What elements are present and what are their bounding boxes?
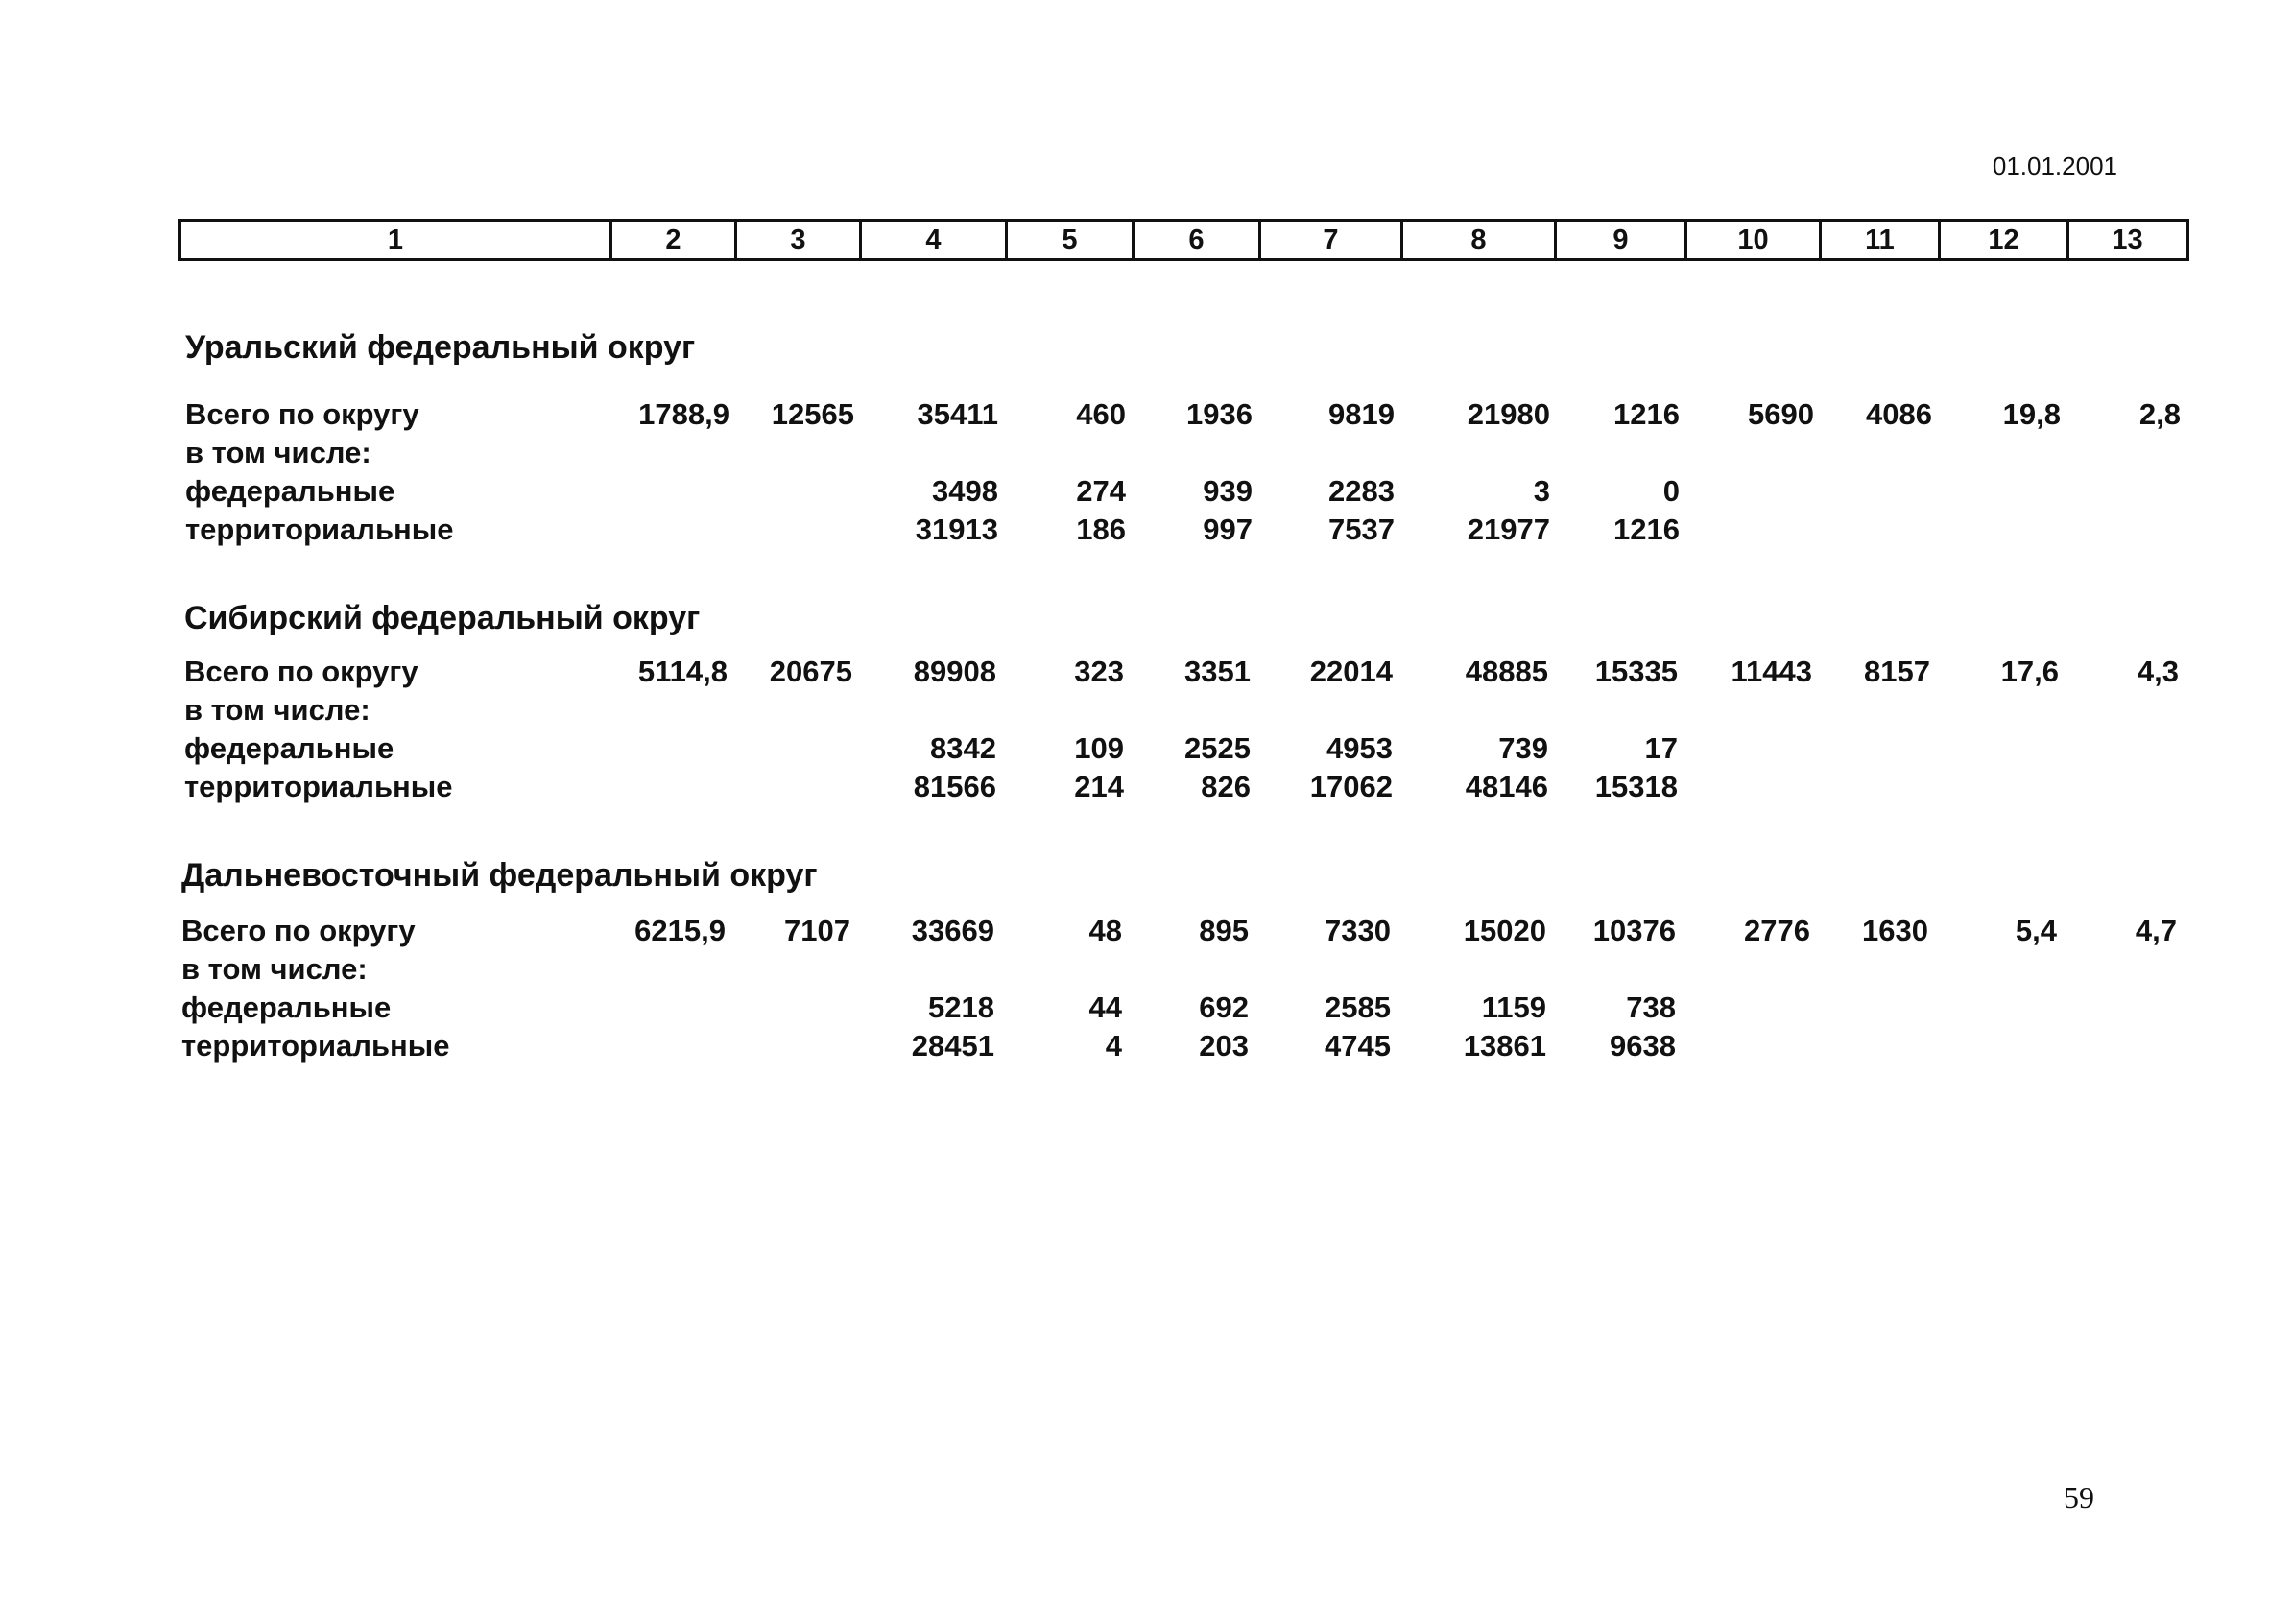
federal-label: федеральные xyxy=(184,731,394,765)
total-col-9: 15335 xyxy=(1594,655,1678,688)
federal-col-6: 939 xyxy=(1203,474,1253,508)
total-col-4: 35411 xyxy=(917,397,998,431)
section-title: Сибирский федеральный округ xyxy=(184,600,701,636)
federal-col-9: 17 xyxy=(1644,731,1678,765)
federal-col-5: 274 xyxy=(1076,474,1126,508)
section-title: Дальневосточный федеральный округ xyxy=(181,857,818,894)
federal-label: федеральные xyxy=(181,991,392,1024)
territorial-col-9: 1216 xyxy=(1613,513,1680,546)
federal-col-4: 5218 xyxy=(928,991,994,1024)
territorial-col-4: 81566 xyxy=(913,770,996,803)
federal-col-5: 109 xyxy=(1074,731,1124,765)
territorial-col-7: 7537 xyxy=(1328,513,1395,546)
total-col-6: 3351 xyxy=(1184,655,1251,688)
column-header-8: 8 xyxy=(1400,219,1554,261)
total-col-8: 21980 xyxy=(1467,397,1550,431)
total-col-13: 2,8 xyxy=(2138,397,2181,431)
total-col-7: 7330 xyxy=(1325,914,1391,947)
territorial-col-7: 4745 xyxy=(1325,1029,1391,1063)
total-col-9: 1216 xyxy=(1613,397,1680,431)
total-col-7: 9819 xyxy=(1328,397,1395,431)
federal-col-8: 1159 xyxy=(1481,991,1546,1024)
total-col-6: 895 xyxy=(1199,914,1249,947)
territorial-col-5: 214 xyxy=(1074,770,1124,803)
total-col-10: 2776 xyxy=(1744,914,1810,947)
territorial-col-6: 826 xyxy=(1201,770,1251,803)
section-title: Уральский федеральный округ xyxy=(185,329,696,366)
territorial-col-8: 21977 xyxy=(1467,513,1550,546)
total-label: Всего по округу xyxy=(181,914,416,947)
total-col-10: 5690 xyxy=(1748,397,1814,431)
column-header-4: 4 xyxy=(859,219,1005,261)
total-col-5: 460 xyxy=(1076,397,1126,431)
total-col-11: 4086 xyxy=(1866,397,1932,431)
federal-col-9: 738 xyxy=(1626,991,1676,1024)
including-label: в том числе: xyxy=(185,436,371,469)
including-label: в том числе: xyxy=(181,952,368,986)
page-number: 59 xyxy=(2064,1480,2094,1515)
total-col-12: 19,8 xyxy=(2002,397,2061,431)
total-col-12: 5,4 xyxy=(2015,914,2057,947)
total-col-9: 10376 xyxy=(1592,914,1676,947)
territorial-col-6: 997 xyxy=(1203,513,1253,546)
territorial-label: территориальные xyxy=(185,513,454,546)
total-col-2: 6215,9 xyxy=(634,914,726,947)
territorial-label: территориальные xyxy=(184,770,453,803)
total-col-8: 15020 xyxy=(1463,914,1546,947)
federal-col-4: 8342 xyxy=(930,731,996,765)
federal-col-7: 2283 xyxy=(1328,474,1395,508)
federal-col-8: 739 xyxy=(1498,731,1548,765)
total-label: Всего по округу xyxy=(185,397,419,431)
federal-col-9: 0 xyxy=(1662,474,1680,508)
column-header-9: 9 xyxy=(1554,219,1684,261)
territorial-col-9: 9638 xyxy=(1610,1029,1676,1063)
column-header-3: 3 xyxy=(734,219,859,261)
total-col-8: 48885 xyxy=(1465,655,1548,688)
federal-label: федеральные xyxy=(185,474,395,508)
total-col-13: 4,7 xyxy=(2135,914,2177,947)
column-header-2: 2 xyxy=(609,219,734,261)
column-header-11: 11 xyxy=(1819,219,1938,261)
column-header-10: 10 xyxy=(1684,219,1819,261)
federal-col-7: 2585 xyxy=(1325,991,1391,1024)
territorial-col-4: 31913 xyxy=(915,513,998,546)
federal-col-5: 44 xyxy=(1088,991,1122,1024)
total-col-13: 4,3 xyxy=(2137,655,2179,688)
federal-col-7: 4953 xyxy=(1326,731,1393,765)
total-col-7: 22014 xyxy=(1309,655,1393,688)
territorial-col-4: 28451 xyxy=(911,1029,994,1063)
total-col-5: 48 xyxy=(1088,914,1122,947)
territorial-label: территориальные xyxy=(181,1029,450,1063)
total-col-10: 11443 xyxy=(1731,655,1812,688)
total-col-3: 7107 xyxy=(784,914,850,947)
territorial-col-8: 48146 xyxy=(1465,770,1548,803)
column-header-6: 6 xyxy=(1132,219,1258,261)
column-header-1: 1 xyxy=(178,219,609,261)
federal-col-6: 692 xyxy=(1199,991,1249,1024)
territorial-col-9: 15318 xyxy=(1594,770,1678,803)
total-col-3: 12565 xyxy=(771,397,854,431)
total-col-2: 5114,8 xyxy=(637,655,728,688)
territorial-col-6: 203 xyxy=(1199,1029,1249,1063)
total-col-12: 17,6 xyxy=(2000,655,2059,688)
total-col-4: 89908 xyxy=(913,655,996,688)
territorial-col-5: 186 xyxy=(1076,513,1126,546)
territorial-col-5: 4 xyxy=(1105,1029,1122,1063)
total-col-2: 1788,9 xyxy=(638,397,729,431)
column-header-12: 12 xyxy=(1938,219,2066,261)
including-label: в том числе: xyxy=(184,693,370,727)
total-col-11: 1630 xyxy=(1862,914,1928,947)
total-label: Всего по округу xyxy=(184,655,418,688)
total-col-3: 20675 xyxy=(769,655,852,688)
column-header-5: 5 xyxy=(1005,219,1132,261)
territorial-col-7: 17062 xyxy=(1309,770,1393,803)
total-col-11: 8157 xyxy=(1864,655,1930,688)
total-col-5: 323 xyxy=(1074,655,1124,688)
total-col-4: 33669 xyxy=(911,914,994,947)
territorial-col-8: 13861 xyxy=(1463,1029,1546,1063)
column-header-13: 13 xyxy=(2066,219,2189,261)
federal-col-8: 3 xyxy=(1533,474,1550,508)
column-header-7: 7 xyxy=(1258,219,1400,261)
total-col-6: 1936 xyxy=(1186,397,1253,431)
document-date: 01.01.2001 xyxy=(1992,152,2117,180)
federal-col-6: 2525 xyxy=(1184,731,1251,765)
federal-col-4: 3498 xyxy=(932,474,998,508)
